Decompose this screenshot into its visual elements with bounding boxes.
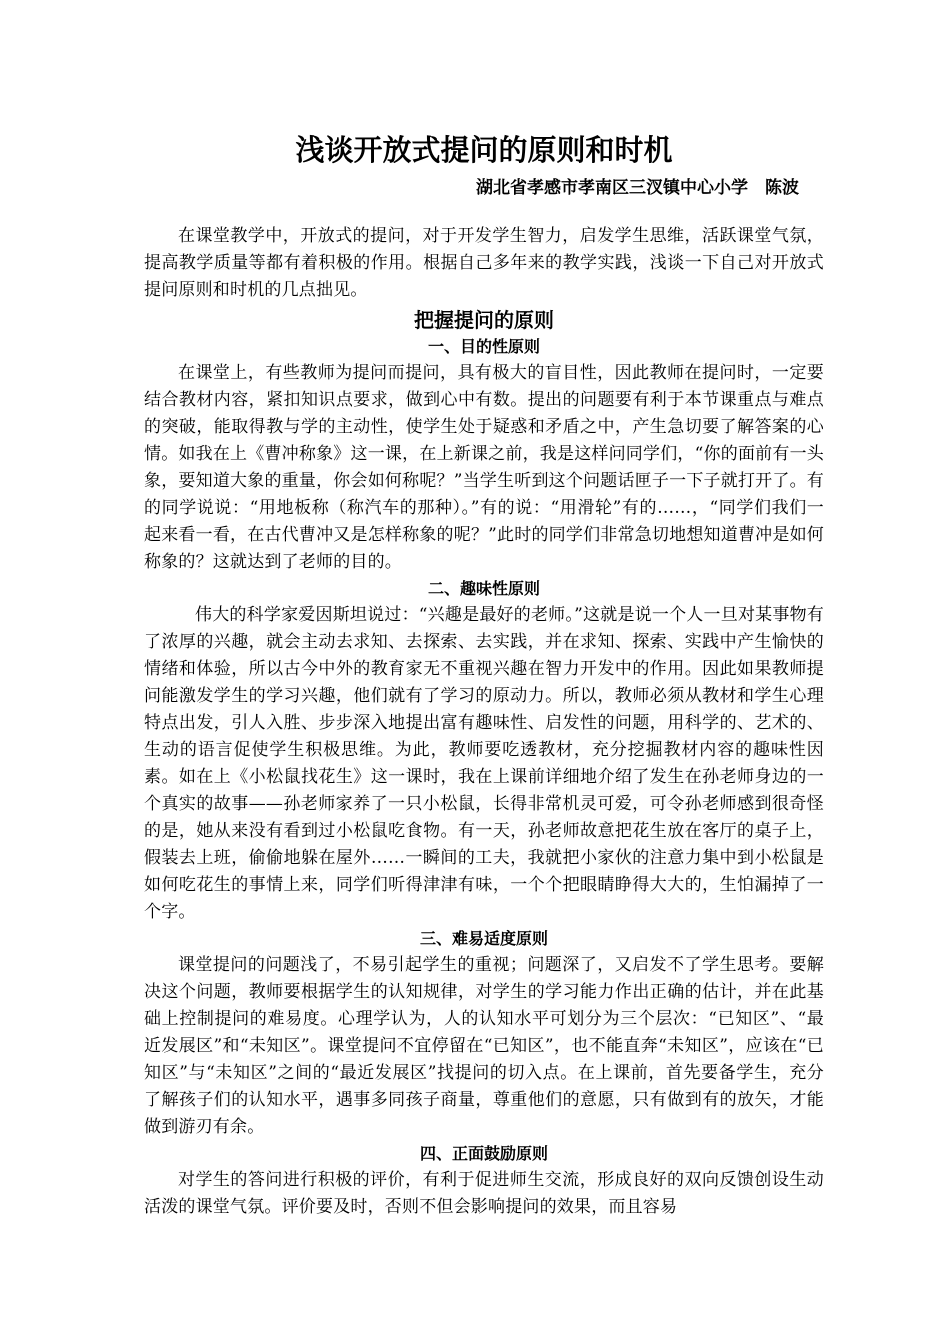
intro-paragraph: 在课堂教学中，开放式的提问，对于开发学生智力，启发学生思维，活跃课堂气氛，提高教学质量等都有着积极的作用。根据自己多年来的教学实践，浅谈一下自己对开放式提问原则和时机的几点拙见。 — [144, 226, 824, 300]
section-heading-purpose: 一、目的性原则 — [427, 337, 540, 356]
part-heading: 把握提问的原则 — [414, 308, 554, 332]
section-paragraph-purpose: 在课堂上，有些教师为提问而提问，具有极大的盲目性，因此教师在提问时，一定要结合教材内容，紧扣知识点要求，做到心中有数。提出的问题要有利于本节课重点与难点的突破，能取得教与学的主动性，使学生处于疑惑和矛盾之中，产生急切要了解答案的心情。如我在上《曹冲称象》这一课，在上新课之前，我是这样问同学们，“你的面前有一头象，要知道大象的重量，你会如何称呢？”当学生听到这个问题话匣子一下子就打开了。有的同学说说：“用地板称（称汽车的那种）。”有的说：“用滑轮”有的……，“同学们我们一起来看一看，在古代曹冲又是怎样称象的呢？”此时的同学们非常急切地想知道曹冲是如何称象的？这就达到了老师的目的。 — [144, 363, 824, 572]
section-paragraph-difficulty: 课堂提问的问题浅了，不易引起学生的重视；问题深了，又启发不了学生思考。要解决这个问题，教师要根据学生的认知规律，对学生的学习能力作出正确的估计，并在此基础上控制提问的难易度。心理学认为，人的认知水平可划分为三个层次：“已知区”、“最近发展区”和“未知区”。课堂提问不宜停留在“已知区”，也不能直奔“未知区”，应该在“已知区”与“未知区”之间的“最近发展区”找提问的切入点。在上课前，首先要备学生，充分了解孩子们的认知水平，遇事多同孩子商量，尊重他们的意愿，只有做到有的放矢，才能做到游刃有余。 — [144, 955, 824, 1137]
document-body — [144, 223, 824, 1221]
section-heading-interest: 二、趣味性原则 — [427, 579, 540, 598]
section-paragraph-interest: 伟大的科学家爱因斯坦说过：“兴趣是最好的老师。”这就是说一个人一旦对某事物有了浓厚的兴趣，就会主动去求知、去探索、去实践，并在求知、探索、实践中产生愉快的情绪和体验，所以古今中外的教育家无不重视兴趣在智力开发中的作用。因此如果教师提问能激发学生的学习兴趣，他们就有了学习的原动力。所以，教师必须从教材和学生心理特点出发，引人入胜、步步深入地提出富有趣味性、启发性的问题，用科学的、艺术的、生动的语言促使学生积极思维。为此，教师要吃透教材，充分挖掘教材内容的趣味性因素。如在上《小松鼠找花生》这一课时，我在上课前详细地介绍了发生在孙老师身边的一个真实的故事——孙老师家养了一只小松鼠，长得非常机灵可爱，可令孙老师感到很奇怪的是，她从来没有看到过小松鼠吃食物。有一天，孙老师故意把花生放在客厅的桌子上，假装去上班，偷偷地躲在屋外……一瞬间的工夫，我就把小家伙的注意力集中到小松鼠是如何吃花生的事情上来，同学们听得津津有味，一个个把眼睛睁得大大的，生怕漏掉了一个字。 — [144, 605, 824, 922]
author-line: 湖北省孝感市孝南区三汊镇中心小学 陈波 — [476, 178, 799, 198]
section-heading-difficulty: 三、难易适度原则 — [419, 929, 548, 948]
section-paragraph-encouragement: 对学生的答问进行积极的评价，有利于促进师生交流，形成良好的双向反馈创设生动活泼的课堂气氛。评价要及时，否则不但会影响提问的效果，而且容易 — [144, 1170, 824, 1217]
document-title: 浅谈开放式提问的原则和时机 — [295, 133, 673, 167]
section-heading-encouragement: 四、正面鼓励原则 — [419, 1144, 548, 1163]
